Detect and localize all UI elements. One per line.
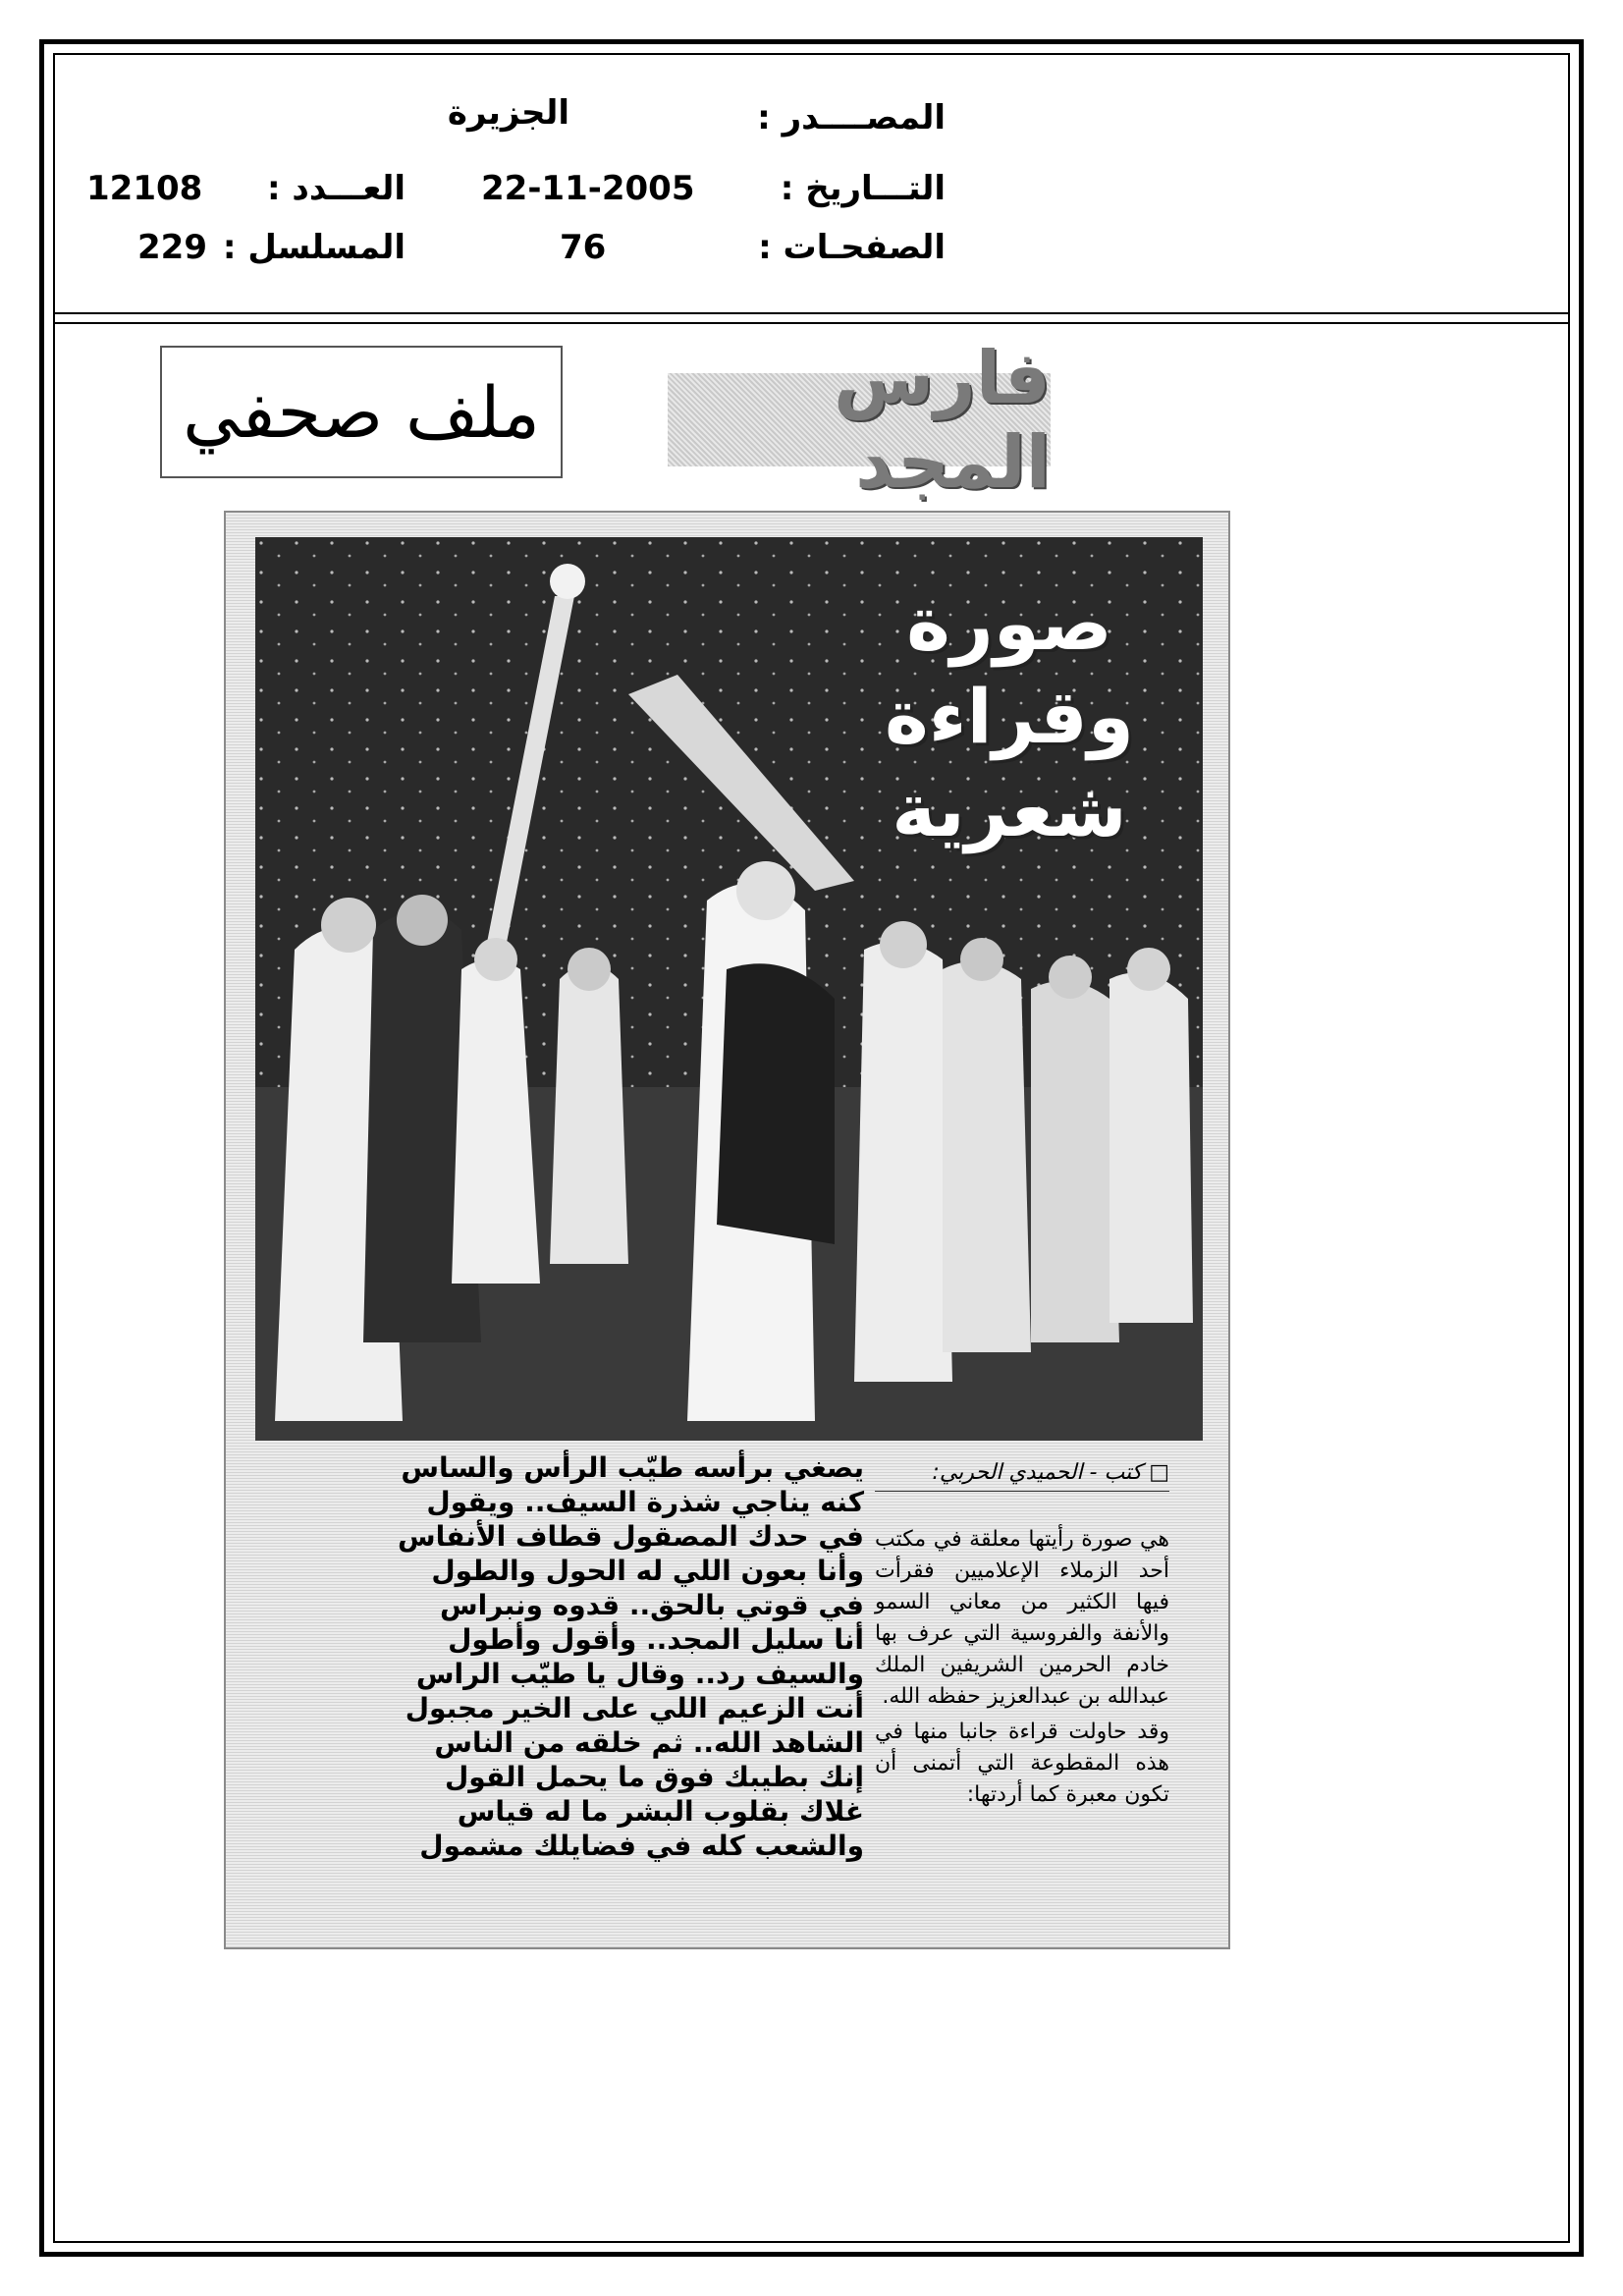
poem-line: الشاهد الله.. ثم خلقه من الناس xyxy=(434,1726,864,1759)
poem-line: يصغي برأسه طيّب الرأس والساس xyxy=(401,1451,864,1484)
masthead-logo: فارس المجد xyxy=(668,373,1051,466)
poem-line: في حدك المصقول قطاف الأنفاس xyxy=(397,1520,864,1553)
press-file-label: ملف صحفي xyxy=(160,346,563,478)
header-separator-2 xyxy=(53,322,1570,324)
poem-line: وأنا بعون اللي له الحول والطول xyxy=(431,1555,864,1587)
pages-value: 76 xyxy=(560,228,607,267)
pages-label: الصفحـات : xyxy=(758,228,946,267)
poem-line: في قوتي بالحق.. قدوه ونبراس xyxy=(439,1589,864,1621)
title-line-2: وقراءة xyxy=(884,673,1134,760)
poem-line: والسيف رد.. وقال يا طيّب الراس xyxy=(415,1658,864,1690)
poem-line: أنت الزعيم اللي على الخير مجبول xyxy=(405,1692,864,1724)
poem-line: كنه يناجي شذرة السيف.. ويقول xyxy=(426,1486,864,1518)
poem-line: والشعب كله في فضايلك مشمول xyxy=(419,1830,864,1862)
date-value: 22-11-2005 xyxy=(481,169,695,208)
issue-label: العـــدد : xyxy=(267,169,406,208)
poem-line: غلاك بقلوب البشر ما له قياس xyxy=(457,1795,864,1828)
poem-line: إنك بطيبك فوق ما يحمل القول xyxy=(445,1761,864,1793)
intro-paragraph: هي صورة رأيتها معلقة في مكتب أحد الزملاء الإعلاميين فقرأت فيها الكثير من معاني السمو والأنفة والفروسية التي عرف بها خادم الحرمين الشريفين الملك عبدالله بن عبدالعزيز حفظه الله. xyxy=(875,1527,1169,1709)
photo-title xyxy=(885,576,1134,856)
newspaper-clipping xyxy=(224,511,1230,1949)
serial-value: 229 xyxy=(137,228,207,267)
title-line-3: شعرية xyxy=(892,766,1127,853)
intro-paragraph: وقد حاولت قراءة جانبا منها في هذه المقطوعة التي أتمنى أن تكون معبرة كما أردتها: xyxy=(875,1720,1169,1807)
article-intro xyxy=(875,1524,1169,1815)
poem-line: أنا سليل المجد.. وأقول وأطول xyxy=(448,1623,864,1656)
serial-label: المسلسل : xyxy=(222,228,406,267)
article-byline: □ كتب - الحميدي الحربي: xyxy=(875,1460,1169,1492)
title-line-1: صورة xyxy=(906,579,1112,667)
article-photo xyxy=(255,537,1203,1441)
date-label: التـــاريخ : xyxy=(780,169,946,208)
poem xyxy=(275,1450,864,1863)
header-separator xyxy=(53,312,1570,314)
source-value: الجزيرة xyxy=(447,93,569,133)
issue-value: 12108 xyxy=(86,169,203,208)
source-label: المصــــدر : xyxy=(757,98,946,137)
